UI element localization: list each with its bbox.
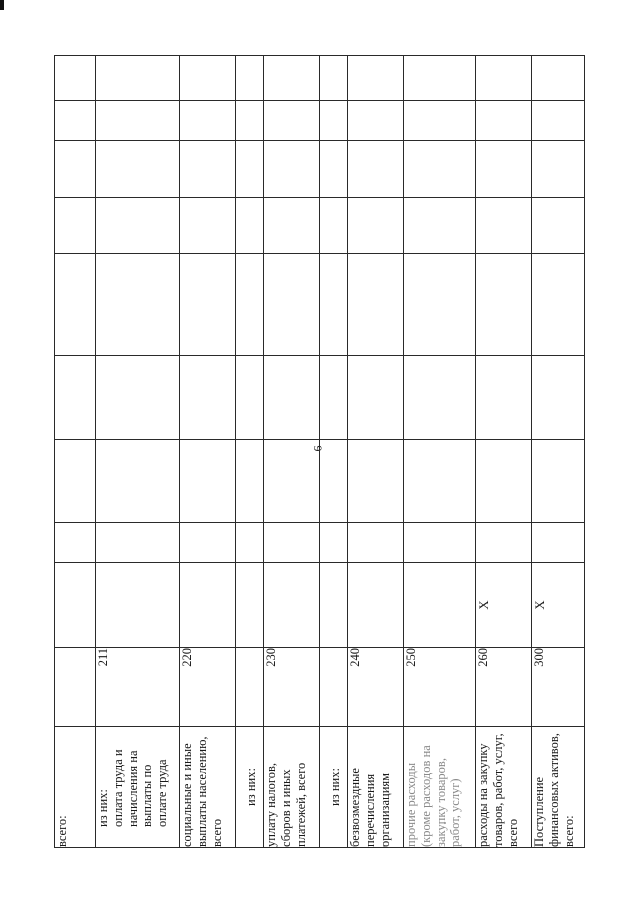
table-cell (404, 440, 476, 523)
table-cell (264, 523, 320, 563)
row-mark (96, 563, 180, 648)
row-label: Поступление финансовых активов, всего: (532, 727, 585, 848)
table-cell (55, 56, 96, 101)
table-cell (55, 356, 96, 440)
table-cell (55, 254, 96, 356)
table-cell (348, 440, 404, 523)
table-cell (55, 141, 96, 198)
table-cell (55, 440, 96, 523)
row-code: 300 (532, 648, 585, 727)
row-code (320, 648, 348, 727)
table-cell (180, 523, 236, 563)
table-cell (96, 254, 180, 356)
table-cell (96, 198, 180, 254)
table-cell (96, 101, 180, 141)
table-cell (180, 254, 236, 356)
table-cell (532, 356, 585, 440)
row-code: 230 (264, 648, 320, 727)
table-cell (404, 56, 476, 101)
row-label: социальные и иные выплаты населению, всего (180, 727, 236, 848)
row-label: безвозмездные перечисления организациям (348, 727, 404, 848)
table-cell (532, 198, 585, 254)
table-cell (348, 56, 404, 101)
table-cell (236, 101, 264, 141)
table-cell (96, 56, 180, 101)
row-mark: X (476, 563, 532, 648)
table-cell (348, 198, 404, 254)
table-cell (320, 56, 348, 101)
table-cell (264, 254, 320, 356)
table-cell (476, 254, 532, 356)
table-cell (404, 101, 476, 141)
table-cell (96, 523, 180, 563)
row-mark (320, 563, 348, 648)
table-cell (180, 440, 236, 523)
row-mark (236, 563, 264, 648)
table-cell (532, 440, 585, 523)
row-mark (55, 563, 96, 648)
row-label: из них: (320, 727, 348, 848)
table-cell (320, 523, 348, 563)
row-code: 240 (348, 648, 404, 727)
table-cell (96, 440, 180, 523)
table-row (55, 56, 96, 848)
row-code (55, 648, 96, 727)
table-cell (320, 254, 348, 356)
row-mark (348, 563, 404, 648)
table-cell (532, 254, 585, 356)
table-cell (404, 254, 476, 356)
table-cell (264, 440, 320, 523)
table-row (348, 56, 404, 848)
table-cell (236, 440, 264, 523)
table-cell (236, 56, 264, 101)
table-cell (532, 56, 585, 101)
table-cell (532, 141, 585, 198)
row-code: 250 (404, 648, 476, 727)
table-row (236, 56, 264, 848)
row-mark (264, 563, 320, 648)
table-cell (96, 356, 180, 440)
table-cell (264, 101, 320, 141)
table-cell (404, 523, 476, 563)
corner-scan-mark (0, 0, 4, 10)
table-cell (348, 101, 404, 141)
table-cell (532, 523, 585, 563)
table-cell (348, 141, 404, 198)
row-label: всего: (55, 727, 96, 848)
table-row (476, 56, 532, 848)
table-cell (476, 440, 532, 523)
table-row (96, 56, 180, 848)
table-cell (404, 198, 476, 254)
table-row (532, 56, 585, 848)
row-code: 260 (476, 648, 532, 727)
row-mark: X (532, 563, 585, 648)
table-cell (236, 254, 264, 356)
table-cell (264, 356, 320, 440)
table-cell (476, 523, 532, 563)
table-cell (404, 356, 476, 440)
table-cell (476, 356, 532, 440)
table-cell (180, 101, 236, 141)
table-cell (320, 440, 348, 523)
table-cell (320, 141, 348, 198)
table-cell (55, 523, 96, 563)
table-cell (180, 356, 236, 440)
table-cell (476, 56, 532, 101)
row-label: прочие расходы (кроме расходов на закупку товаров, работ, услуг) (404, 727, 476, 848)
table-cell (348, 356, 404, 440)
table-cell (348, 254, 404, 356)
row-label: из них: (236, 727, 264, 848)
table-cell (236, 198, 264, 254)
table-cell (264, 141, 320, 198)
table-cell (320, 101, 348, 141)
financial-table (54, 55, 585, 848)
table-cell (532, 101, 585, 141)
table-cell (476, 141, 532, 198)
row-code: 211 (96, 648, 180, 727)
table-cell (180, 198, 236, 254)
row-label: из них: оплата труда и начисления на выплаты по оплате труда (96, 727, 180, 848)
table-cell (96, 141, 180, 198)
table-row (404, 56, 476, 848)
table-cell (404, 141, 476, 198)
row-mark (180, 563, 236, 648)
table-cell (55, 198, 96, 254)
table-cell (476, 101, 532, 141)
table-cell (320, 356, 348, 440)
table-cell (180, 56, 236, 101)
row-code: 220 (180, 648, 236, 727)
table-cell (236, 523, 264, 563)
table-cell (55, 101, 96, 141)
table-row (320, 56, 348, 848)
row-code (236, 648, 264, 727)
table-cell (264, 56, 320, 101)
table-cell (236, 356, 264, 440)
row-label: расходы на закупку товаров, работ, услуг, всего (476, 727, 532, 848)
table-cell (348, 523, 404, 563)
table-cell (264, 198, 320, 254)
table-row (264, 56, 320, 848)
rotated-table (54, 56, 584, 848)
table-cell (320, 198, 348, 254)
page-number: 6 (310, 445, 325, 452)
table-cell (476, 198, 532, 254)
row-mark (404, 563, 476, 648)
table-cell (236, 141, 264, 198)
row-label: уплату налогов, сборов и иных платежей, всего (264, 727, 320, 848)
table-row (180, 56, 236, 848)
table-cell (180, 141, 236, 198)
